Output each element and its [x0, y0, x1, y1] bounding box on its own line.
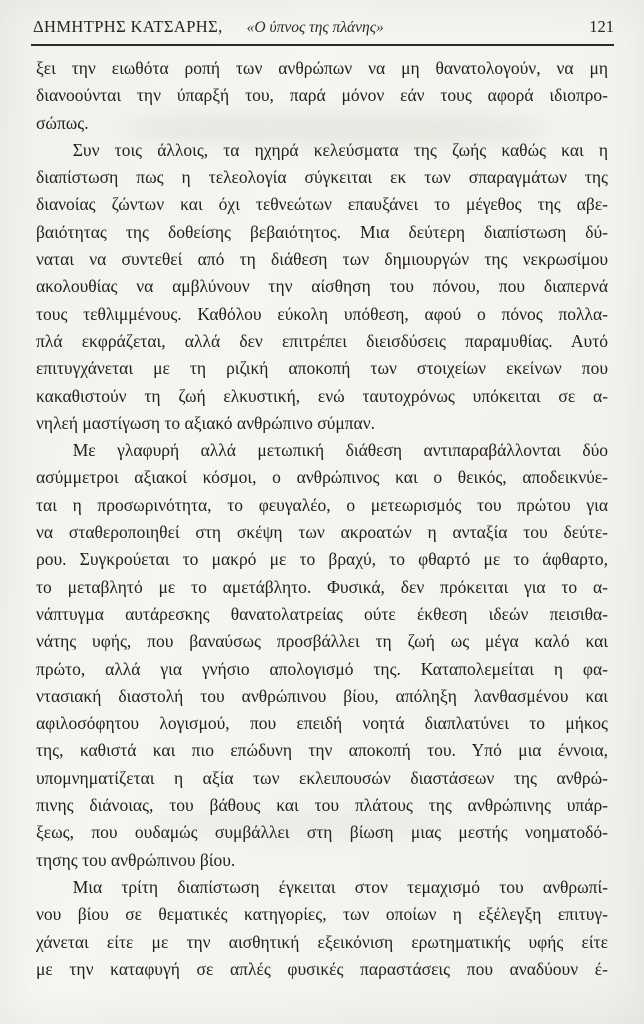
text-line: πινης διάνοιας, του βάθους και του πλάτους της ανθρώπινης υπάρ- [36, 795, 608, 816]
text-line: ται η προσωρινότητα, το φευγαλέο, ο μετεωρισμός του πρώτου για [36, 494, 608, 515]
text-line: ξεως, που ουδαμώς συμβάλλει στη βίωση μιας μεστής νοηματοδό- [36, 822, 608, 843]
text-line: νηλεή μαστίγωση το αξιακό ανθρώπινο σύμπαν. [36, 412, 375, 433]
text-line: κακαθιστούν τη ζωή ελκυστική, ενώ ταυτοχρόνως υπόκειται σε α- [36, 385, 608, 406]
text-line: αφιλοσόφητου λογισμού, που επειδή νοητά διαπλατύνει το μήκος [36, 713, 608, 734]
paragraph [36, 874, 608, 983]
body-text [0, 46, 644, 983]
text-line: επιτυγχάνεται με τη ριζική αποκοπή των στοιχείων εκείνων που [36, 358, 608, 379]
text-line: πρώτο, αλλά για γνήσιο απολογισμό της. Καταπολεμείται η φα- [36, 658, 608, 679]
paragraph [36, 437, 608, 874]
text-line: Συν τοις άλλοις, τα ηχηρά κελεύσματα της ζωής καθώς και η [72, 139, 608, 160]
text-line: ρου. Συγκρούεται το μακρό με το βραχύ, το φθαρτό με το άφθαρτο, [36, 549, 608, 570]
text-line: διαπίστωση πως η τελεολογία σύγκειται εκ των σπαραγμάτων της [36, 167, 608, 188]
text-line: ασύμμετροι αξιακοί κόσμοι, ο ανθρώπινος και ο θεικός, αποδεικνύε- [36, 467, 608, 488]
text-line: βαιότητας της δοθείσης βεβαιότητος. Μια δεύτερη διαπίστωση δύ- [36, 221, 608, 242]
text-line: να σταθεροποιηθεί στη σκέψη των ακροατών η ανταξία του δεύτε- [36, 522, 608, 543]
text-line: ναται να συντεθεί από τη διάθεση των δημιουργών της νεκρωσίμου [36, 249, 608, 270]
page-header [0, 0, 644, 37]
text-line: νάτης υφής, που βαναύσως προσβάλλει τη ζωή ως μέγα καλό και [36, 631, 608, 652]
page-number: 121 [589, 17, 614, 36]
text-line: διανοίας ζώντων και όχι τεθνεώτων επαυξάνει το μέγεθος της αβε- [36, 194, 608, 215]
text-line: πλά εκφράζεται, αλλά δεν επιτρέπει διεισδύσεις παραμυθίας. Αυτό [36, 330, 608, 351]
author-name: ΔΗΜΗΤΡΗΣ ΚΑΤΣΑΡΗΣ, [33, 17, 223, 36]
text-line: διανοούνται την ύπαρξή του, παρά μόνον εάν τους αφορά ιδιοπρο- [36, 85, 608, 106]
text-line: το μεταβλητό με το αμετάβλητο. Φυσικά, δεν πρόκειται για το α- [36, 576, 608, 597]
text-line: χάνεται είτε με την αισθητική εξεικόνιση ερωτηματικής υφής είτε [36, 931, 608, 952]
paragraph [36, 137, 608, 437]
text-line: ξει την ειωθότα ροπή των ανθρώπων να μη θανατολογούν, να μη [36, 58, 608, 78]
text-line: της, καθιστά και πιο επώδυνη την αποκοπή του. Υπό μια έννοια, [36, 740, 608, 761]
text-line: σώπως. [36, 112, 89, 133]
text-line: τους τεθλιμμένους. Καθόλου εύκολη υπόθεση, αφού ο πόνος πολλα- [36, 303, 608, 324]
text-line: ντασιακή διαστολή του ανθρώπινου βίου, απόληξη λανθασμένου και [36, 685, 608, 706]
text-line: υπομνηματίζεται η αξία των εκλειπουσών διαστάσεων της ανθρώ- [36, 767, 608, 788]
text-line: νου βίου σε θεματικές κατηγορίες, των οποίων η εξέλεγξη επιτυγ- [36, 904, 608, 925]
text-line: Μια τρίτη διαπίστωση έγκειται στον τεμαχισμό του ανθρωπί- [72, 876, 608, 897]
text-line: ακολουθίας να αμβλύνουν την αίσθηση του πόνου, που διαπερνά [36, 276, 608, 297]
paragraph [36, 55, 608, 137]
text-line: νάπτυγμα αυτάρεσκης θανατολατρείας ούτε έκθεση ιδεών πεισιθα- [36, 603, 608, 624]
book-title: «Ο ύπνος της πλάνης» [246, 19, 384, 36]
text-line: τησης του ανθρώπινου βίου. [36, 849, 236, 870]
text-line: με την καταφυγή σε απλές φυσικές παραστάσεις που αναδύουν έ- [36, 958, 608, 979]
text-line: Με γλαφυρή αλλά μετωπική διάθεση αντιπαραβάλλονται δύο [72, 440, 608, 461]
